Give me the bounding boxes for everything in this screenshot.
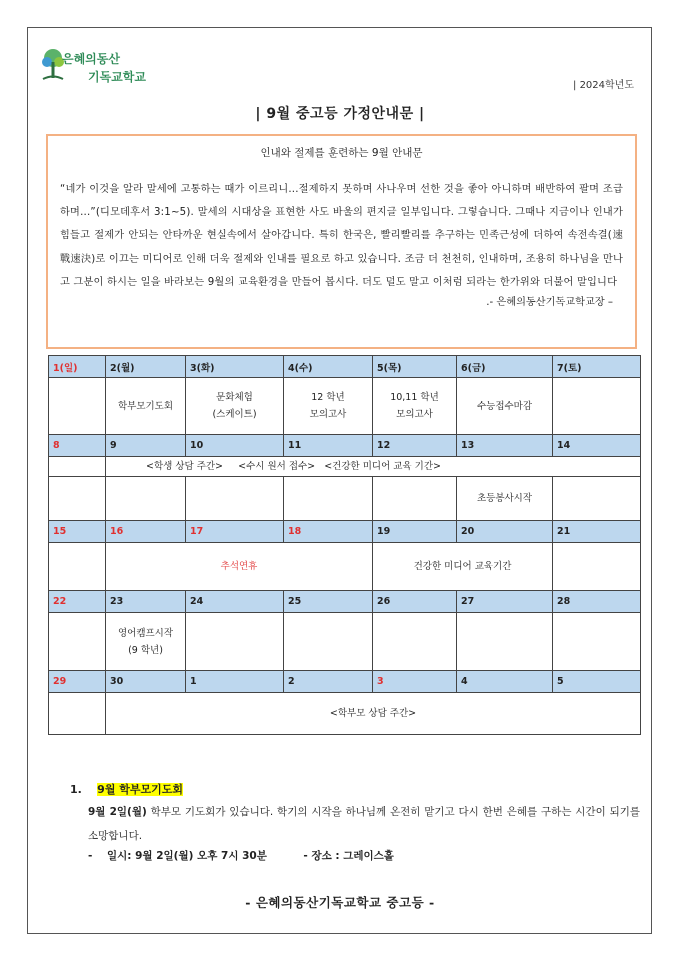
calendar-event: [373, 613, 457, 671]
section-title: 9월 학부모기도회: [97, 783, 184, 796]
chuseok-holiday: 추석연휴: [106, 543, 373, 591]
calendar-event: [186, 613, 284, 671]
calendar-week4-events: [49, 613, 641, 671]
calendar-date: 16: [106, 521, 186, 543]
calendar-date: 9: [106, 435, 186, 457]
calendar-date: 2(월): [106, 356, 186, 378]
calendar-event: [106, 477, 186, 521]
calendar-event: [49, 378, 106, 435]
calendar-date: 17: [186, 521, 284, 543]
calendar-empty-cell: [49, 693, 106, 735]
calendar-event: [553, 477, 641, 521]
calendar-event: 10,11 학년 모의고사: [373, 378, 457, 435]
calendar-date: 12: [373, 435, 457, 457]
calendar-date: 28: [553, 591, 641, 613]
logo-text-line1: 은혜의동산: [62, 52, 120, 66]
calendar-date: 4(수): [284, 356, 373, 378]
section-heading: [70, 781, 183, 797]
calendar-event: [49, 477, 106, 521]
calendar-event: [186, 477, 284, 521]
calendar-date: 8: [49, 435, 106, 457]
calendar-week4-dates: [49, 591, 641, 613]
calendar-period-band: <학생 상담 주간> <수시 원서 접수> <건강한 미디어 교육 기간>: [106, 457, 641, 477]
calendar-date: 10: [186, 435, 284, 457]
calendar-week5-dates: [49, 671, 641, 693]
calendar-date: 21: [553, 521, 641, 543]
calendar-event: [457, 613, 553, 671]
calendar-event: 학부모기도회: [106, 378, 186, 435]
calendar-date: 3(화): [186, 356, 284, 378]
calendar-date: 15: [49, 521, 106, 543]
intro-box: [46, 134, 637, 349]
calendar-date: 14: [553, 435, 641, 457]
calendar-date: 22: [49, 591, 106, 613]
calendar-event: [49, 613, 106, 671]
calendar-week1-dates: [49, 356, 641, 378]
calendar-date: 27: [457, 591, 553, 613]
calendar-date: 25: [284, 591, 373, 613]
calendar-date: 4: [457, 671, 553, 693]
calendar-date: 5: [553, 671, 641, 693]
calendar-date: 26: [373, 591, 457, 613]
calendar-date: 13: [457, 435, 553, 457]
calendar-date: 18: [284, 521, 373, 543]
calendar-date: 3: [373, 671, 457, 693]
calendar-date: 11: [284, 435, 373, 457]
calendar-event: 수능접수마감: [457, 378, 553, 435]
calendar-date: 30: [106, 671, 186, 693]
calendar-week3-dates: [49, 521, 641, 543]
calendar-date: 20: [457, 521, 553, 543]
calendar-date: 1(일): [49, 356, 106, 378]
calendar-week5-events: [49, 693, 641, 735]
intro-title: 인내와 절제를 훈련하는 9월 안내문: [260, 147, 423, 159]
section-text: 학부모 기도회가 있습니다. 학기의 시작을 하나님께 온전히 맡기고 다시 한번 은혜를 구하는 시간이 되기를 소망합니다.: [88, 806, 640, 842]
calendar-event: [553, 378, 641, 435]
calendar-week1-events: [49, 378, 641, 435]
calendar-date: 6(금): [457, 356, 553, 378]
calendar-event: 문화체험 (스케이트): [186, 378, 284, 435]
section-body: [88, 800, 640, 848]
section-number: 1.: [70, 783, 82, 796]
calendar-date: 7(토): [553, 356, 641, 378]
calendar-date: 1: [186, 671, 284, 693]
calendar-date: 29: [49, 671, 106, 693]
calendar-event: [284, 477, 373, 521]
intro-body: “네가 이것을 알라 말세에 고통하는 때가 이르리니...절제하지 못하며 사나우며 선한 것을 좋아 아니하며 배반하여 팔며 조급하며...”(디모데후서 3:1~5). 말세의 시대상을 표현한 사도 바울의 편지글 일부입니다. 그렇습니다. 그때나 지금이나 인내가 힘들고 절제가 안되는 안타까운 현실속에서 살아갑니다. 특히 한국은, 빨리빨리를 추구하는 민족근성에 더하여 속전속결(速戰速決)로 이끄는 미디어로 인해 더욱 절제와 인내를 필요로 하고 있습니다. 조금 더 천천히, 인내하며, 조용히 하나님을 만나고 그분이 하시는 일을 바라보는 9월의 교육환경을 만들어 봅시다. 더도 덜도 말고 이처럼 되라는 한가위와 더불어 말입니다: [60, 184, 623, 288]
calendar-event: [284, 613, 373, 671]
footer-signature: - 은혜의동산기독교학교 중고등 -: [245, 895, 435, 910]
calendar-event: 초등봉사시작: [457, 477, 553, 521]
calendar-week2-events: [49, 477, 641, 521]
school-logo: [40, 48, 160, 88]
calendar-date: 24: [186, 591, 284, 613]
calendar-empty-cell: [553, 543, 641, 591]
calendar-date: 5(목): [373, 356, 457, 378]
calendar-event: 12 학년 모의고사: [284, 378, 373, 435]
calendar-date: 2: [284, 671, 373, 693]
calendar-event: [373, 477, 457, 521]
parent-counseling-week: <학부모 상담 주간>: [106, 693, 641, 735]
september-calendar: [48, 355, 641, 735]
intro-signature: .- 은혜의동산기독교학교장 –: [486, 297, 613, 309]
calendar-week3-events: [49, 543, 641, 591]
calendar-date: 23: [106, 591, 186, 613]
media-education-period: 건강한 미디어 교육기간: [373, 543, 553, 591]
calendar-week2-dates: [49, 435, 641, 457]
school-year: | 2024학년도: [573, 80, 634, 91]
calendar-empty-cell: [49, 543, 106, 591]
document-title: | 9월 중고등 가정안내문 |: [255, 106, 425, 122]
section-date: 9월 2일(월): [88, 806, 147, 818]
calendar-event: [553, 613, 641, 671]
calendar-empty-cell: [49, 457, 106, 477]
calendar-week2-band: [49, 457, 641, 477]
calendar-date: 19: [373, 521, 457, 543]
logo-text-line2: 기독교학교: [88, 70, 146, 84]
calendar-event: 영어캠프시작 (9 학년): [106, 613, 186, 671]
section-detail: - 일시: 9월 2일(월) 오후 7시 30분 - 장소 : 그레이스홀: [88, 850, 394, 862]
